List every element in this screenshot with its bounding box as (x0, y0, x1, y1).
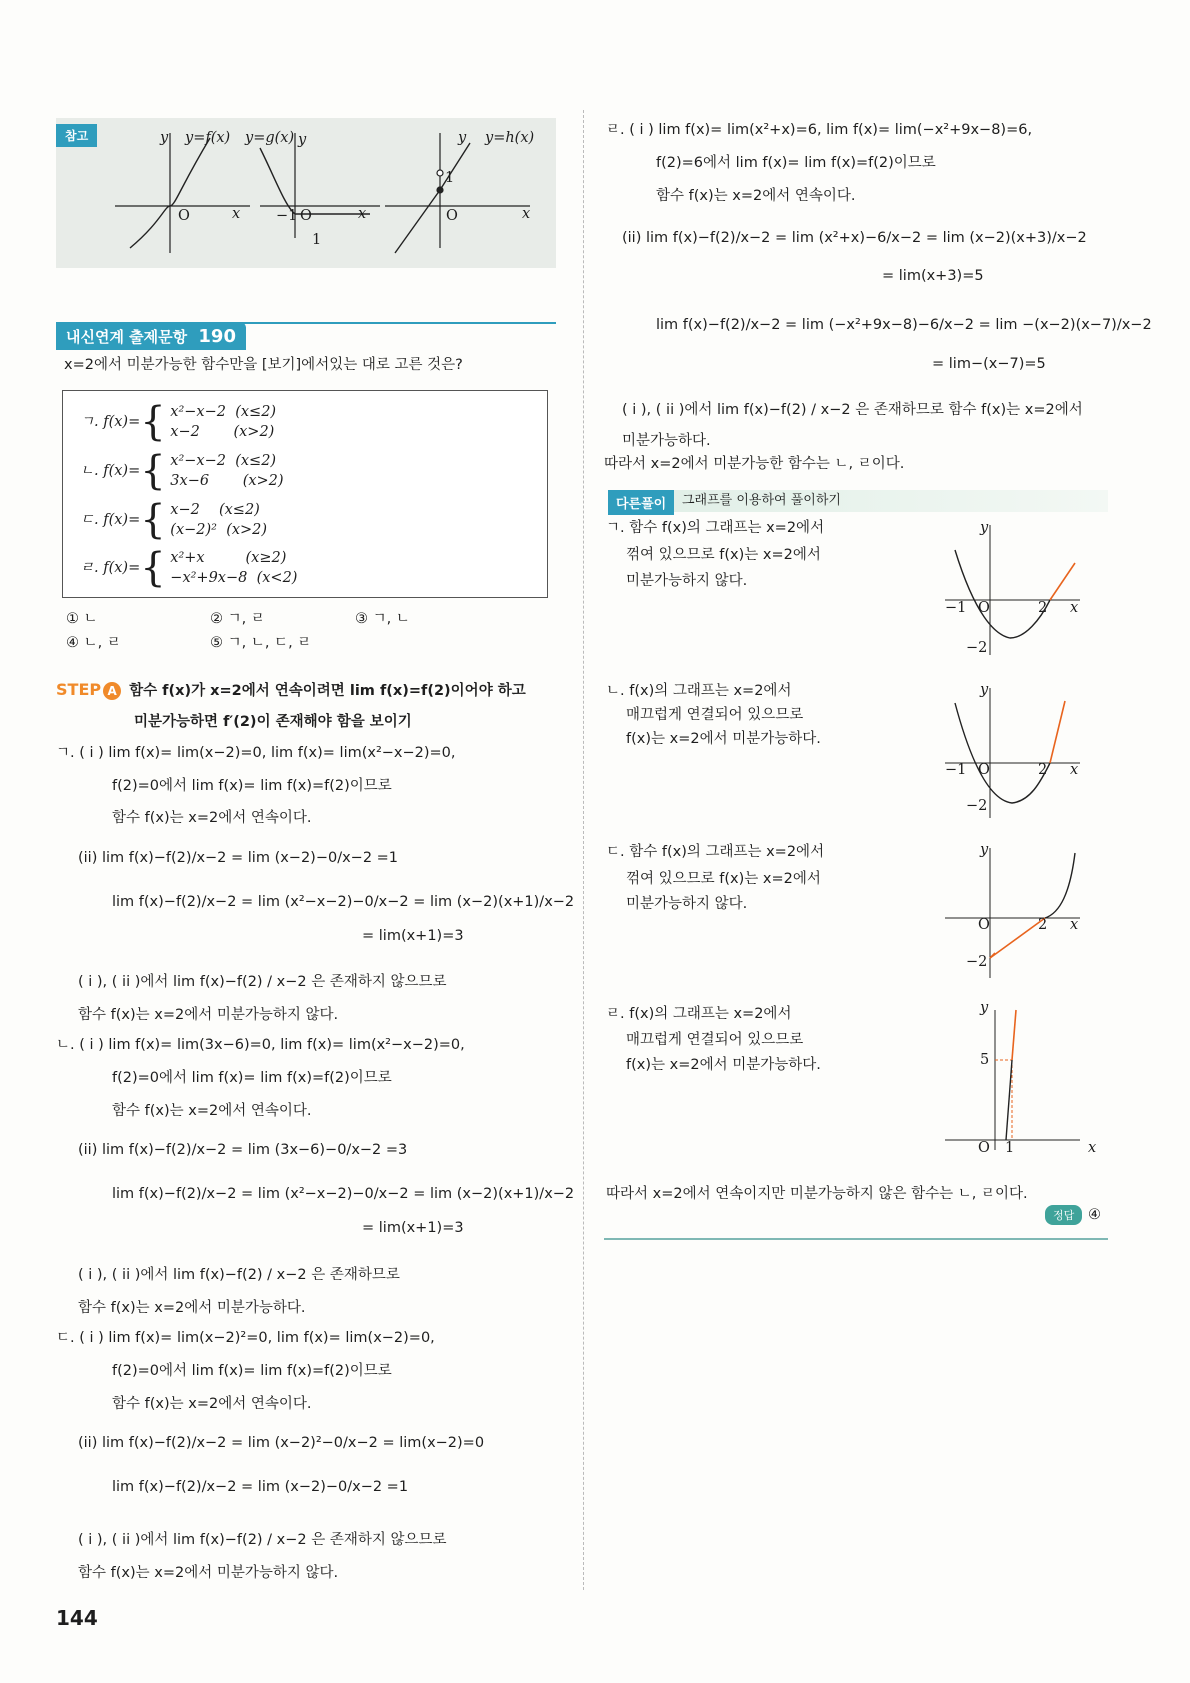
problem-header (56, 322, 246, 350)
alt-g3-2: 2 (1038, 917, 1048, 933)
alt-tag: 다른풀이 (608, 490, 674, 515)
sol-g-ii-b: lim f(x)−f(2)/x−2 = lim (x²−x−2)−0/x−2 = lim (x−2)(x+1)/x−2 (112, 894, 575, 910)
option-1-cond1: (x≤2) (235, 404, 277, 420)
answer-value: ④ (1088, 1207, 1101, 1223)
alt-g4-o: O (978, 1140, 990, 1156)
sol-r-conc: ( i ), ( ii )에서 lim f(x)−f(2) / x−2 은 존재하므로 함수 f(x)는 x=2에서 (622, 402, 1083, 418)
alt-4-line2: 매끄럽게 연결되어 있으므로 (626, 1032, 804, 1048)
sol-g-f2: f(2)=0에서 lim f(x)= lim f(x)=f(2)이므로 (112, 778, 392, 794)
sol-n-ii-c: = lim(x+1)=3 (362, 1220, 464, 1236)
problem-header-label: 내신연계 출제문항 (66, 328, 188, 346)
alt-2-line3: f(x)는 x=2에서 미분가능하다. (626, 731, 821, 747)
option-4-label: ㄹ. f(x)= (80, 560, 141, 576)
ref-neg1-g: −1 (276, 208, 298, 224)
alt-title: 그래프를 이용하여 풀이하기 (682, 493, 841, 508)
alt-g1-neg2: −2 (966, 640, 988, 656)
alt-2-line1: ㄴ. f(x)의 그래프는 x=2에서 (606, 683, 792, 699)
alt-graph-4 (940, 1005, 1090, 1155)
sol-d-f2: f(2)=0에서 lim f(x)= lim f(x)=f(2)이므로 (112, 1363, 392, 1379)
ref-f-label: y=f(x) (185, 130, 231, 146)
sol-g-conc: ( i ), ( ii )에서 lim f(x)−f(2) / x−2 은 존재하지 않으므로 (78, 974, 447, 990)
sol-r-f2: f(2)=6에서 lim f(x)= lim f(x)=f(2)이므로 (656, 155, 936, 171)
sol-r-ii-b: = lim(x+3)=5 (882, 268, 984, 284)
step-title-1: 함수 f(x)가 x=2에서 연속이려면 lim f(x)=f(2)이어야 하고 (129, 683, 526, 699)
alt-4-line3: f(x)는 x=2에서 미분가능하다. (626, 1057, 821, 1073)
alt-g2-neg2: −2 (966, 798, 988, 814)
alt-g3-y: y (980, 842, 989, 858)
option-3-case2: (x−2)² (170, 522, 217, 538)
alt-graph-1 (940, 520, 1090, 660)
step-label: STEP (56, 680, 102, 699)
alt-g4-5: 5 (980, 1052, 990, 1068)
option-2-cond2: (x>2) (242, 473, 284, 489)
ref-x-3: x (522, 206, 531, 222)
ref-x-1: x (232, 206, 241, 222)
choice-3[interactable]: ③ ㄱ, ㄴ (355, 611, 410, 627)
step-title-2: 미분가능하면 f′(2)이 존재해야 함을 보이기 (134, 714, 412, 730)
option-3-label: ㄷ. f(x)= (80, 512, 141, 528)
step-badge: A (103, 682, 121, 700)
alt-g2-x: x (1070, 762, 1079, 778)
page-number: 144 (56, 1606, 98, 1630)
option-2: ㄴ. f(x)={ x²−x−2 (x≤2) 3x−6 (x>2) (80, 448, 284, 494)
option-4-cond2: (x<2) (256, 570, 298, 586)
option-3-cond1: (x≤2) (218, 502, 260, 518)
answer-tag: 정답 (1045, 1205, 1082, 1225)
option-4-case1: x²+x (170, 550, 205, 566)
alt-g1-y: y (980, 520, 989, 536)
sol-r-cont: 함수 f(x)는 x=2에서 연속이다. (656, 188, 856, 204)
sol-n-ii-a: (ii) lim f(x)−f(2)/x−2 = lim (3x−6)−0/x−2 =3 (78, 1142, 408, 1158)
choice-4[interactable]: ④ ㄴ, ㄹ (66, 635, 121, 651)
alt-1-line3: 미분가능하지 않다. (626, 573, 748, 589)
alt-g2-y: y (980, 682, 989, 698)
choice-5[interactable]: ⑤ ㄱ, ㄴ, ㄷ, ㄹ (210, 635, 312, 651)
alt-g4-y: y (980, 1000, 989, 1016)
problem-question: x=2에서 미분가능한 함수만을 [보기]에서있는 대로 고른 것은? (64, 357, 463, 373)
alt-g1-o: O (978, 600, 990, 616)
sol-g-ii-c: = lim(x+1)=3 (362, 928, 464, 944)
sol-n-i: ㄴ. ( i ) lim f(x)= lim(3x−6)=0, lim f(x)= lim(x²−x−2)=0, (56, 1037, 465, 1053)
sol-r-ii-c: lim f(x)−f(2)/x−2 = lim (−x²+9x−8)−6/x−2 = lim −(x−2)(x−7)/x−2 (656, 317, 1152, 333)
choice-2[interactable]: ② ㄱ, ㄹ (210, 611, 265, 627)
sol-d-conc: ( i ), ( ii )에서 lim f(x)−f(2) / x−2 은 존재하지 않으므로 (78, 1532, 447, 1548)
sol-d-ii-b: lim f(x)−f(2)/x−2 = lim (x−2)−0/x−2 =1 (112, 1479, 409, 1495)
sol-d-final: 함수 f(x)는 x=2에서 미분가능하지 않다. (78, 1565, 339, 1581)
ref-x-2: x (358, 206, 367, 222)
option-1-cond2: (x>2) (233, 424, 275, 440)
alt-g3-x: x (1070, 917, 1079, 933)
option-4-cond1: (x≥2) (245, 550, 287, 566)
alt-3-line2: 꺾여 있으므로 f(x)는 x=2에서 (626, 871, 821, 887)
alt-1-line2: 꺾여 있으므로 f(x)는 x=2에서 (626, 547, 821, 563)
alt-g2-neg1: −1 (945, 762, 967, 778)
alt-3-line1: ㄷ. 함수 f(x)의 그래프는 x=2에서 (606, 844, 825, 860)
option-1-label: ㄱ. f(x)= (80, 414, 141, 430)
sol-n-f2: f(2)=0에서 lim f(x)= lim f(x)=f(2)이므로 (112, 1070, 392, 1086)
alt-g2-2: 2 (1038, 762, 1048, 778)
option-2-case1: x²−x−2 (170, 453, 226, 469)
ref-o-3: O (446, 208, 458, 224)
sol-g-cont: 함수 f(x)는 x=2에서 연속이다. (112, 810, 312, 826)
ref-h-label: y=h(x) (485, 130, 535, 146)
option-2-cond1: (x≤2) (235, 453, 277, 469)
ref-1-g: 1 (312, 232, 322, 248)
option-4: ㄹ. f(x)={ x²+x (x≥2) −x²+9x−8 (x<2) (80, 545, 298, 591)
option-2-case2: 3x−6 (170, 473, 210, 489)
option-3-case1: x−2 (170, 502, 200, 518)
graph-h (385, 133, 530, 253)
alt-g2-o: O (978, 762, 990, 778)
alt-graph-3 (940, 843, 1090, 983)
sol-g-i: ㄱ. ( i ) lim f(x)= lim(x−2)=0, lim f(x)= lim(x²−x−2)=0, (56, 745, 456, 761)
end-divider (604, 1238, 1108, 1240)
option-1: ㄱ. f(x)={ x²−x−2 (x≤2) x−2 (x>2) (80, 399, 277, 445)
column-divider (583, 110, 584, 1590)
ref-y-label-3: y (458, 130, 467, 146)
reference-tag: 참고 (56, 124, 97, 147)
graph-f (115, 133, 250, 253)
option-4-case2: −x²+9x−8 (170, 570, 248, 586)
ref-1-h: 1 (445, 170, 455, 186)
sol-r-i: ㄹ. ( i ) lim f(x)= lim(x²+x)=6, lim f(x)= lim(−x²+9x−8)=6, (606, 122, 1033, 138)
option-3: ㄷ. f(x)={ x−2 (x≤2) (x−2)² (x>2) (80, 497, 268, 543)
ref-o-2: O (300, 208, 312, 224)
alt-g1-neg1: −1 (945, 600, 967, 616)
alt-3-line3: 미분가능하지 않다. (626, 896, 748, 912)
alt-g4-x: x (1088, 1140, 1097, 1156)
alt-g3-o: O (978, 917, 990, 933)
option-2-label: ㄴ. f(x)= (80, 463, 141, 479)
alt-g1-x: x (1070, 600, 1079, 616)
alt-g1-2: 2 (1038, 600, 1048, 616)
ref-g-label: y=g(x) (245, 130, 295, 146)
option-1-case1: x²−x−2 (170, 404, 226, 420)
alt-2-line2: 매끄럽게 연결되어 있으므로 (626, 707, 804, 723)
sol-n-conc: ( i ), ( ii )에서 lim f(x)−f(2) / x−2 은 존재하므로 (78, 1267, 400, 1283)
alt-4-line1: ㄹ. f(x)의 그래프는 x=2에서 (606, 1006, 792, 1022)
alt-graph-2 (940, 683, 1090, 823)
ref-y-label-2: y (298, 132, 307, 148)
sol-g-ii-a: (ii) lim f(x)−f(2)/x−2 = lim (x−2)−0/x−2 =1 (78, 850, 399, 866)
sol-r-ii-d: = lim−(x−7)=5 (932, 356, 1046, 372)
option-3-cond2: (x>2) (226, 522, 268, 538)
sol-r-final: 따라서 x=2에서 미분가능한 함수는 ㄴ, ㄹ이다. (604, 456, 905, 472)
sol-d-cont: 함수 f(x)는 x=2에서 연속이다. (112, 1396, 312, 1412)
sol-d-i: ㄷ. ( i ) lim f(x)= lim(x−2)²=0, lim f(x)= lim(x−2)=0, (56, 1330, 435, 1346)
choice-1[interactable]: ① ㄴ (66, 611, 98, 627)
alt-1-line1: ㄱ. 함수 f(x)의 그래프는 x=2에서 (606, 520, 825, 536)
step-header (56, 680, 526, 701)
sol-g-final: 함수 f(x)는 x=2에서 미분가능하지 않다. (78, 1007, 339, 1023)
reference-graphs (110, 128, 550, 258)
ref-y-label-1: y (160, 130, 169, 146)
sol-n-ii-b: lim f(x)−f(2)/x−2 = lim (x²−x−2)−0/x−2 = lim (x−2)(x+1)/x−2 (112, 1186, 575, 1202)
sol-n-final: 함수 f(x)는 x=2에서 미분가능하다. (78, 1300, 306, 1316)
alt-g4-1: 1 (1005, 1140, 1015, 1156)
option-1-case2: x−2 (170, 424, 200, 440)
sol-r-conc-2: 미분가능하다. (622, 433, 711, 449)
alt-conclusion: 따라서 x=2에서 연속이지만 미분가능하지 않은 함수는 ㄴ, ㄹ이다. (606, 1186, 1028, 1202)
sol-r-ii-a: (ii) lim f(x)−f(2)/x−2 = lim (x²+x)−6/x−2 = lim (x−2)(x+3)/x−2 (622, 230, 1087, 246)
ref-o-1: O (178, 208, 190, 224)
sol-d-ii-a: (ii) lim f(x)−f(2)/x−2 = lim (x−2)²−0/x−2 = lim(x−2)=0 (78, 1435, 485, 1451)
alt-g3-neg2: −2 (966, 954, 988, 970)
problem-number: 190 (198, 326, 236, 347)
sol-n-cont: 함수 f(x)는 x=2에서 연속이다. (112, 1103, 312, 1119)
